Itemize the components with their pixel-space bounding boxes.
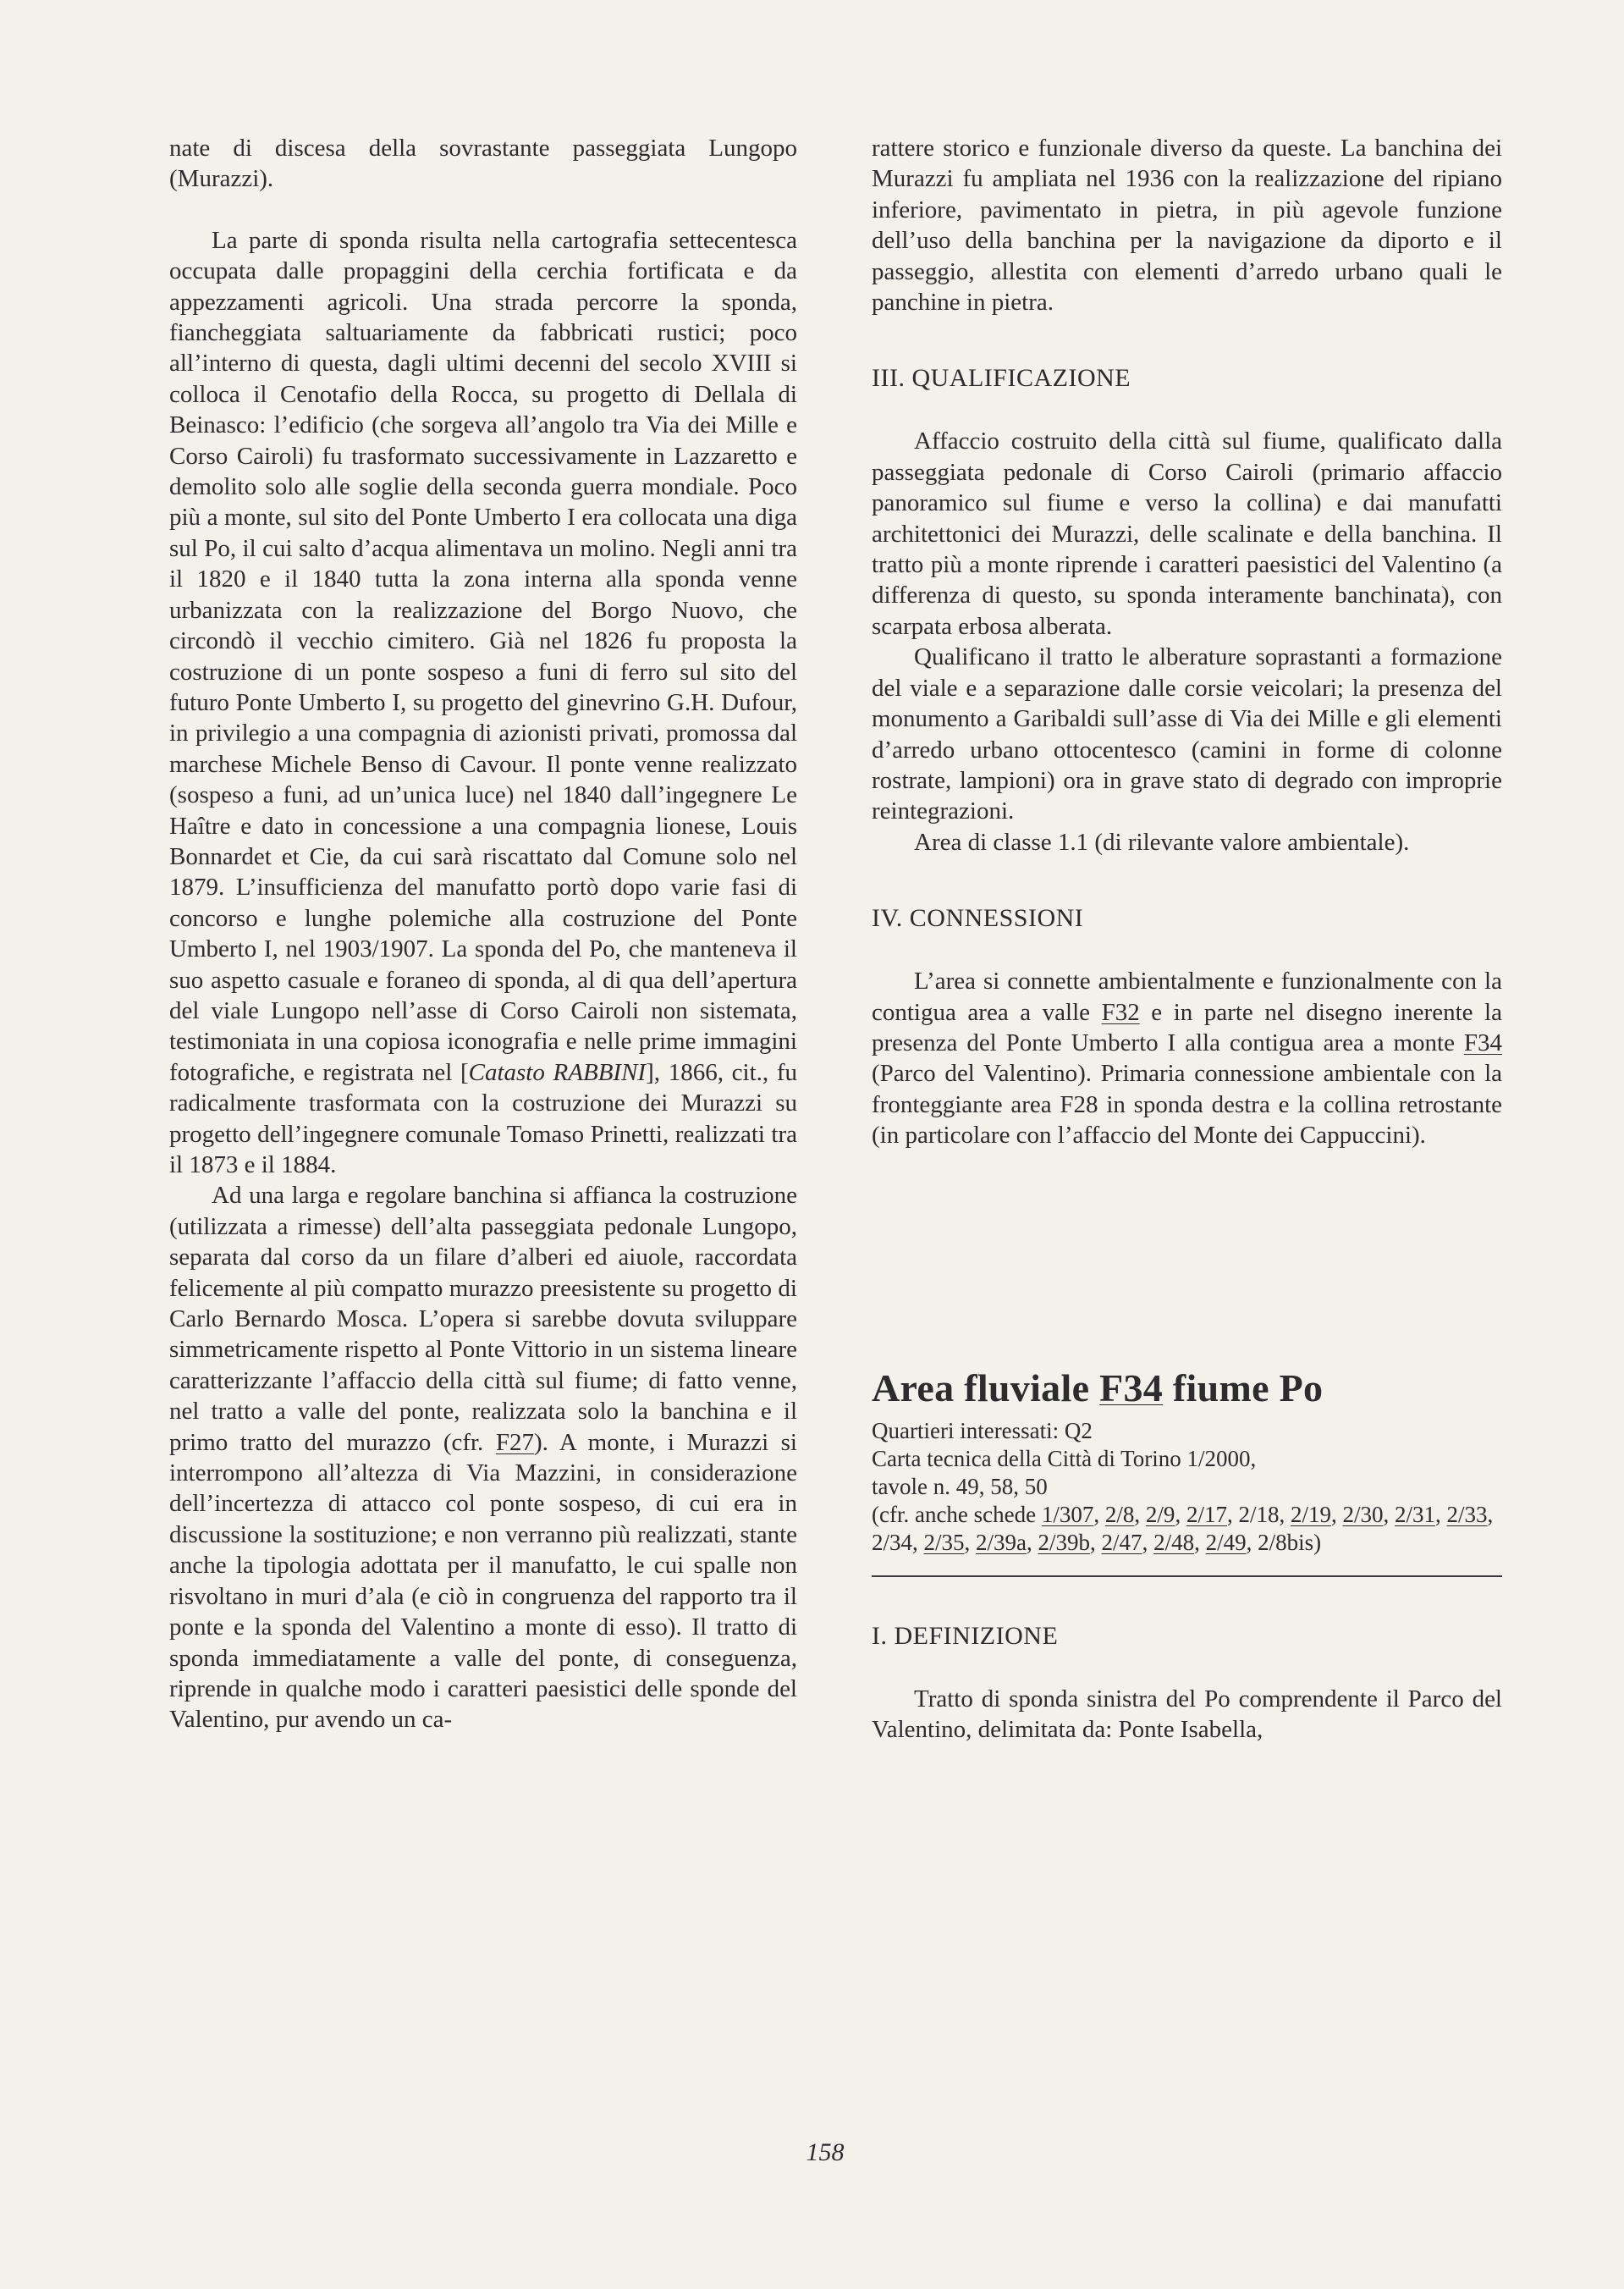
area-title: Area fluviale F34 fiume Po: [872, 1365, 1324, 1409]
carta-line: Carta tecnica della Città di Torino 1/2000,: [872, 1445, 1257, 1471]
area-title-ref: F34: [1099, 1365, 1164, 1409]
scheda-ref[interactable]: 2/30: [1342, 1501, 1384, 1527]
paragraph-continuation-right: rattere storico e funzionale diverso da queste. La banchina dei Murazzi fu ampliata nel 1936 con la realizzazione del ripiano inferiore, pavimentato in pietra, in più agevole funzione dell’uso della banchina per la navigazione da diporto e il passeggio, allestita con elementi d’arredo urbano quali le panchine in pietra.: [872, 135, 1502, 317]
scheda-ref[interactable]: 2/35: [923, 1529, 965, 1555]
scheda-ref[interactable]: 2/47: [1101, 1529, 1142, 1555]
scheda-ref[interactable]: 2/48: [1153, 1529, 1195, 1555]
scheda-ref[interactable]: 2/17: [1186, 1501, 1227, 1527]
area-metadata: [872, 1417, 1502, 1557]
ref-f32[interactable]: F32: [1101, 998, 1140, 1026]
schede-line: (cfr. anche schede 1/307, 2/8, 2/9, 2/17, 2/18, 2/19, 2/30, 2/31, 2/33, 2/34, 2/35, 2/39a, 2/39b, 2/47, 2/48, 2/49, 2/8bis): [872, 1501, 1494, 1555]
schede-list: 1/307, 2/8, 2/9, 2/17, 2/18, 2/19, 2/30, 2/31, 2/33, 2/34, 2/35, 2/39a, 2/39b, 2/47, 2/48, 2/49, 2/8bis: [872, 1501, 1494, 1555]
scheda-ref[interactable]: 2/19: [1290, 1501, 1331, 1527]
scheda-ref[interactable]: 2/8: [1104, 1501, 1135, 1527]
scheda-ref[interactable]: 1/307: [1041, 1501, 1094, 1527]
scheda-ref[interactable]: 2/9: [1145, 1501, 1175, 1527]
right-column: [872, 133, 1502, 1745]
section-title-definizione: I. DEFINIZIONE: [872, 1621, 1059, 1650]
paragraph-continuation: nate di discesa della sovrastante passeggiata Lungopo (Murazzi).: [169, 135, 797, 193]
ref-f27[interactable]: F27: [495, 1428, 534, 1456]
tavole-line: tavole n. 49, 58, 50: [872, 1473, 1048, 1499]
section-title-qualificazione: III. QUALIFICAZIONE: [872, 364, 1131, 393]
left-column: [169, 133, 797, 1735]
scheda-ref[interactable]: 2/39b: [1038, 1529, 1091, 1555]
paragraph-definizione: Tratto di sponda sinistra del Po comprendente il Parco del Valentino, delimitata da: Ponte Isabella,: [872, 1685, 1502, 1743]
scheda-ref[interactable]: 2/31: [1395, 1501, 1436, 1527]
paragraph-banchina: Ad una larga e regolare banchina si affianca la costruzione (utilizzata a rimesse) dell’alta passeggiata pedonale Lungopo, separata dal corso da un filare d’alberi ed aiuole, raccordata felicemente al più compatto murazzo preesistente su progetto di Carlo Bernardo Mosca. L’opera si sarebbe dovuta sviluppare simmetricamente rispetto al Ponte Vittorio in un sistema lineare caratterizzante l’affaccio della città sul fiume; di fatto venne, nel tratto a valle del ponte, realizzata solo la banchina e il primo tratto del murazzo (cfr. F27). A monte, i Murazzi si interrompono all’altezza di Via Mazzini, in considerazione dell’incertezza di attacco col ponte sospeso, di cui era in discussione la sostituzione; e non verranno più realizzati, stante anche la tipologia adottata per il manufatto, le cui spalle non risvoltano in muri d’ala (e ciò in congruenza del rapporto tra il ponte e la sponda del Valentino a monte di esso). Il tratto di sponda immediatamente a valle del ponte, di conseguenza, riprende in qualche modo i caratteri paesistici delle sponde del Valentino, pur avendo un ca-: [169, 1182, 797, 1734]
scheda-ref: 2/34: [872, 1529, 913, 1555]
paragraph-qualificazione-3: Area di classe 1.1 (di rilevante valore ambientale).: [914, 828, 1410, 856]
scheda-ref[interactable]: 2/49: [1205, 1529, 1247, 1555]
section-title-connessioni: IV. CONNESSIONI: [872, 904, 1084, 933]
paragraph-qualificazione-1: Affaccio costruito della città sul fiume, qualificato dalla passeggiata pedonale di Corso Cairoli (primario affaccio panoramico sul fiume e verso la collina) e dai manufatti architettonici dei Murazzi, delle scalinate e della banchina. Il tratto più a monte riprende i caratteri paesistici del Valentino (a differenza di questo, su sponda interamente banchinata), con scarpata erbosa alberata.: [872, 427, 1502, 640]
paragraph-qualificazione-2: Qualificano il tratto le alberature soprastanti a formazione del viale e a separazione dalle corsie veicolari; la presenza del monumento a Garibaldi sull’asse di Via dei Mille e gli elementi d’arredo urbano ottocentesco (camini in forme di colonne rostrate, lampioni) ora in grave stato di degrado con improprie reintegrazioni.: [872, 643, 1502, 825]
ref-f34[interactable]: F34: [1463, 1029, 1502, 1056]
scheda-ref[interactable]: 2/39a: [976, 1529, 1027, 1555]
paragraph-connessioni: L’area si connette ambientalmente e funzionalmente con la contigua area a valle F32 e in parte nel disegno inerente la presenza del Ponte Umberto I alla contigua area a monte F34 (Parco del Valentino). Primaria connessione ambientale con la fronteggiante area F28 in sponda destra e la collina retrostante (in particolare con l’affaccio del Monte dei Cappuccini).: [872, 968, 1502, 1150]
scheda-ref: 2/18: [1238, 1501, 1280, 1527]
catasto-citation: Catasto RABBINI: [468, 1058, 647, 1086]
paragraph-history: La parte di sponda risulta nella cartografia settecentesca occupata dalle propaggini della cerchia fortificata e da appezzamenti agricoli. Una strada percorre la sponda, fiancheggiata saltuariamente da fabbricati rustici; poco all’interno di questa, dagli ultimi decenni del secolo XVIII si colloca il Cenotafio della Rocca, su progetto di Dellala di Beinasco: l’edificio (che sorgeva all’angolo tra Via dei Mille e Corso Cairoli) fu trasformato successivamente in Lazzaretto e demolito solo alle soglie della seconda guerra mondiale. Poco più a monte, sul sito del Ponte Umberto I era collocata una diga sul Po, il cui salto d’acqua alimentava un molino. Negli anni tra il 1820 e il 1840 tutta la zona interna alla sponda venne urbanizzata con la realizzazione del Borgo Nuovo, che circondò il vecchio cimitero. Già nel 1826 fu proposta la costruzione di un ponte sospeso a funi di ferro sul sito del futuro Ponte Umberto I, su progetto del ginevrino G.H. Dufour, in privilegio a una compagnia di azionisti privati, promossa dal marchese Michele Benso di Cavour. Il ponte venne realizzato (sospeso a funi, ad un’unica luce) nel 1840 dall’ingegnere Le Haître e dato in concessione a una compagnia lionese, Louis Bonnardet et Cie, da cui sarà riscattato dal Comune solo nel 1879. L’insufficienza del manufatto portò dopo varie fasi di concorso e lunghe polemiche alla costruzione del Ponte Umberto I, nel 1903/1907. La sponda del Po, che manteneva il suo aspetto casuale e foraneo di sponda, al di qua dell’apertura del viale Lungopo nell’asse di Corso Cairoli non sistemata, testimoniata in una copiosa iconografia e nelle prime immagini fotografiche, e registrata nel [Catasto RABBINI], 1866, cit., fu radicalmente trasformata con la costruzione dei Murazzi su progetto dell’ingegnere comunale Tomaso Prinetti, realizzati tra il 1873 e il 1884.: [169, 226, 797, 1178]
page-number: 158: [806, 2138, 845, 2166]
scheda-ref: 2/8bis: [1258, 1529, 1314, 1555]
scheda-ref[interactable]: 2/33: [1446, 1501, 1488, 1527]
quartieri-line: Quartieri interessati: Q2: [872, 1417, 1093, 1443]
